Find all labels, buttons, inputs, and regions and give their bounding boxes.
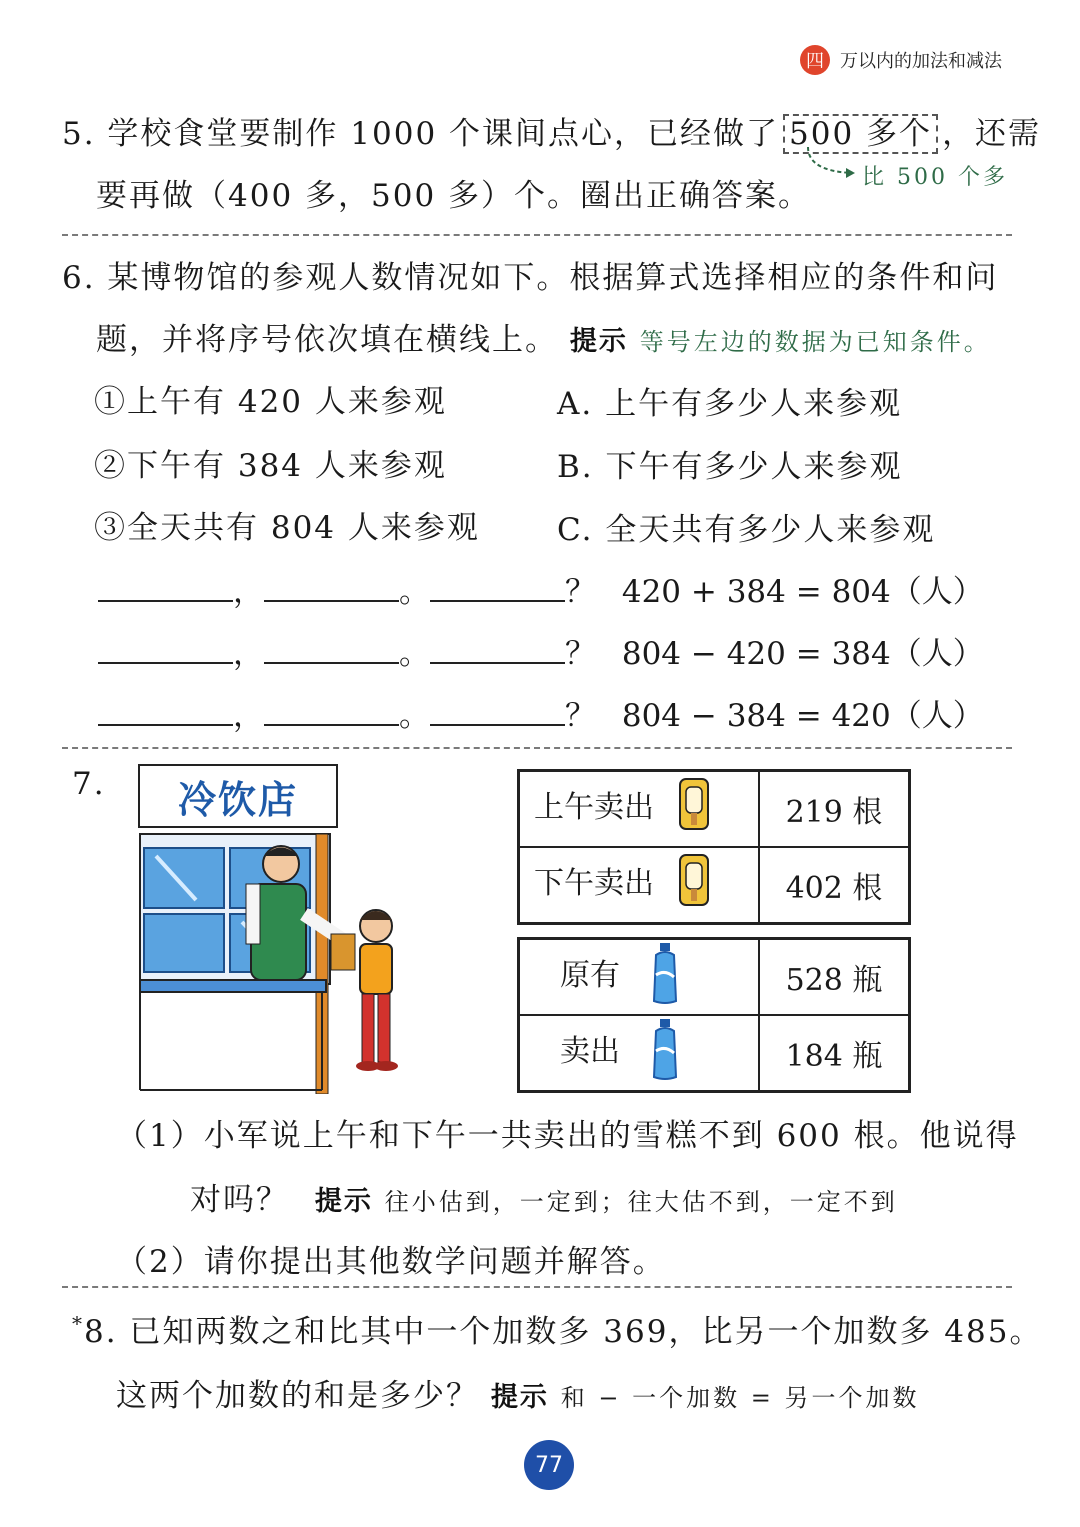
q6-condition-2: ②下午有 384 人来参观 [94,448,447,484]
q7-sub2: （2）请你提出其他数学问题并解答。 [116,1244,666,1280]
shop-sign-text: 冷饮店 [177,777,298,822]
page-number: 77 [535,1452,563,1478]
q5-line1: 5. 学校食堂要制作 1000 个课间点心，已经做了 500 多个 ，还需 [62,116,1042,152]
q6-equation-2: 804 − 420 = 384（人） [621,636,984,672]
divider [62,747,1012,749]
answer-blank[interactable] [430,694,565,726]
chapter-number: 四 [806,51,824,72]
q6-equation-3: 804 − 384 = 420（人） [621,698,984,734]
q8-star: * [72,1311,84,1336]
table-cell: 184 瓶 [759,1015,910,1092]
table-row [519,1015,910,1092]
q5-note: 比 500 个多 [862,165,1008,190]
answer-blank[interactable] [264,632,399,664]
answer-blank[interactable] [98,570,233,602]
chapter-number-badge [800,45,830,75]
table-cell: 上午卖出 [519,771,760,848]
table-cell: 原有 [519,939,760,1016]
answer-blank[interactable] [264,570,399,602]
cold-drink-shop-illustration [136,764,406,1094]
water-bottle-icon [650,941,680,1013]
q6-condition-3: ③全天共有 804 人来参观 [94,510,480,546]
table-cell: 219 根 [759,771,910,848]
answer-blank[interactable] [430,632,565,664]
ice-cream-bar-icon [676,853,712,917]
divider [62,1286,1012,1288]
q5-note-arrow-icon [800,145,860,185]
q6-answer-row-2: ， 。 ？ 804 − 420 = 384（人） [98,628,984,673]
q6-hint-text: 等号左边的数据为已知条件。 [639,328,991,356]
q8-line2: 这两个加数的和是多少？ 提示 和 − 一个加数 = 另一个加数 [116,1378,920,1414]
q6-answer-row-3: ， 。 ？ 804 − 384 = 420（人） [98,690,984,735]
q8-line1: *8. 已知两数之和比其中一个加数多 369，比另一个加数多 485。 [72,1311,1043,1350]
ice-cream-bar-icon [676,777,712,841]
q6-question-b: B. 下午有多少人来参观 [557,449,903,485]
water-bottle-icon [650,1017,680,1089]
shop-sign [138,764,338,828]
table-row [519,847,910,924]
q8-hint-label: 提示 [490,1382,549,1413]
page-number-badge [524,1440,574,1490]
table-cell: 卖出 [519,1015,760,1092]
table-row [519,771,910,848]
answer-blank[interactable] [430,570,565,602]
q7-number: 7. [72,766,106,802]
q5-line2: 要再做（400 多，500 多）个。圈出正确答案。 [96,178,812,214]
q6-answer-row-1: ， 。 ？ 420 + 384 = 804（人） [98,566,984,611]
q7-hint-text: 往小估到，一定到；往大估不到，一定不到 [384,1188,898,1216]
table-cell: 402 根 [759,847,910,924]
q8-hint-text: 和 − 一个加数 = 另一个加数 [560,1384,920,1412]
q7-sub1-line1: （1）小军说上午和下午一共卖出的雪糕不到 600 根。他说得 [116,1118,1019,1154]
q6-line1: 6. 某博物馆的参观人数情况如下。根据算式选择相应的条件和问 [62,260,999,296]
q6-hint-label: 提示 [569,326,628,357]
water-bottle-table [517,937,911,1093]
answer-blank[interactable] [264,694,399,726]
answer-blank[interactable] [98,694,233,726]
table-row [519,939,910,1016]
q7-hint-label: 提示 [314,1186,373,1217]
table-cell: 528 瓶 [759,939,910,1016]
q6-equation-1: 420 + 384 = 804（人） [621,574,984,610]
q6-line2: 题，并将序号依次填在横线上。 提示 等号左边的数据为已知条件。 [96,322,991,358]
q6-condition-1: ①上午有 420 人来参观 [94,384,447,420]
q6-question-a: A. 上午有多少人来参观 [557,386,903,422]
answer-blank[interactable] [98,632,233,664]
table-cell: 下午卖出 [519,847,760,924]
divider [62,234,1012,236]
ice-cream-sales-table [517,769,911,925]
q6-question-c: C. 全天共有多少人来参观 [557,512,936,548]
q5-boxed-phrase: 500 多个 [783,114,938,154]
q7-sub1-line2: 对吗？ 提示 往小估到，一定到；往大估不到，一定不到 [190,1182,898,1218]
chapter-title: 万以内的加法和减法 [840,51,1002,72]
chapter-header [800,45,1002,75]
